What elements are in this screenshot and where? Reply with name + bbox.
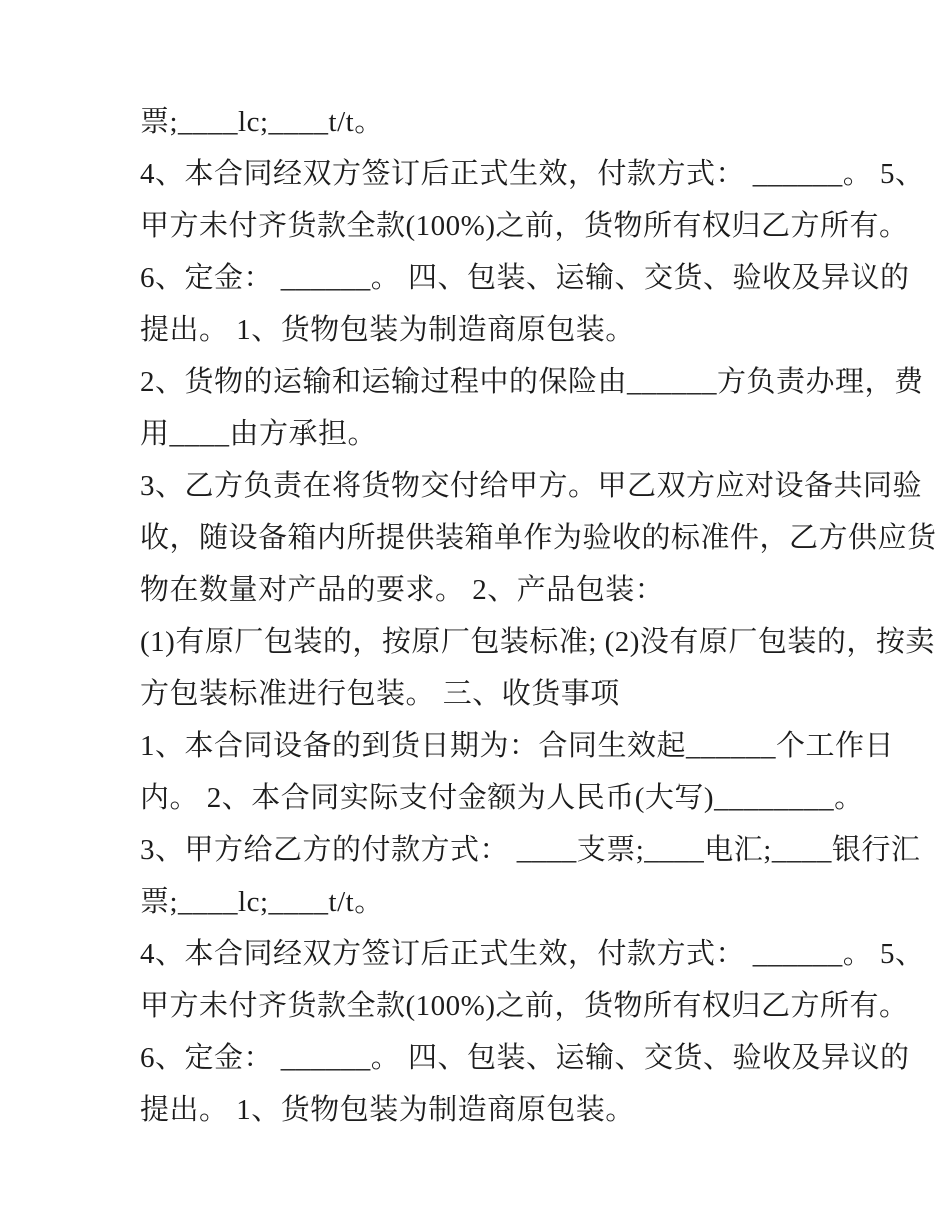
contract-line: 收，随设备箱内所提供装箱单作为验收的标准件，乙方供应货 (140, 522, 937, 554)
contract-line: 甲方未付齐货款全款(100%)之前，货物所有权归乙方所有。 (140, 990, 909, 1022)
contract-line: 票;____lc;____t/t。 (140, 886, 384, 918)
contract-line: 6、定金： ______。 四、包装、运输、交货、验收及异议的 (140, 262, 910, 294)
contract-line: 3、乙方负责在将货物交付给甲方。甲乙双方应对设备共同验 (140, 470, 923, 502)
contract-line: 3、甲方给乙方的付款方式： ____支票;____电汇;____银行汇 (140, 834, 921, 866)
contract-line: 4、本合同经双方签订后正式生效，付款方式： ______。 5、 (140, 158, 925, 190)
contract-line: (1)有原厂包装的，按原厂包装标准; (2)没有原厂包装的，按卖 (140, 626, 935, 658)
contract-line: 票;____lc;____t/t。 (140, 106, 384, 138)
contract-line: 6、定金： ______。 四、包装、运输、交货、验收及异议的 (140, 1042, 910, 1074)
contract-line: 提出。 1、货物包装为制造商原包装。 (140, 314, 635, 346)
contract-line: 用____由方承担。 (140, 418, 378, 450)
contract-line: 4、本合同经双方签订后正式生效，付款方式： ______。 5、 (140, 938, 925, 970)
contract-line: 内。 2、本合同实际支付金额为人民币(大写)________。 (140, 782, 864, 814)
contract-line: 甲方未付齐货款全款(100%)之前，货物所有权归乙方所有。 (140, 210, 909, 242)
contract-line: 物在数量对产品的要求。 2、产品包装： (140, 574, 665, 606)
contract-line: 1、本合同设备的到货日期为：合同生效起______个工作日 (140, 730, 895, 762)
contract-line: 提出。 1、货物包装为制造商原包装。 (140, 1094, 635, 1126)
contract-line: 方包装标准进行包装。 三、收货事项 (140, 678, 620, 710)
contract-line: 2、货物的运输和运输过程中的保险由______方负责办理，费 (140, 366, 924, 398)
